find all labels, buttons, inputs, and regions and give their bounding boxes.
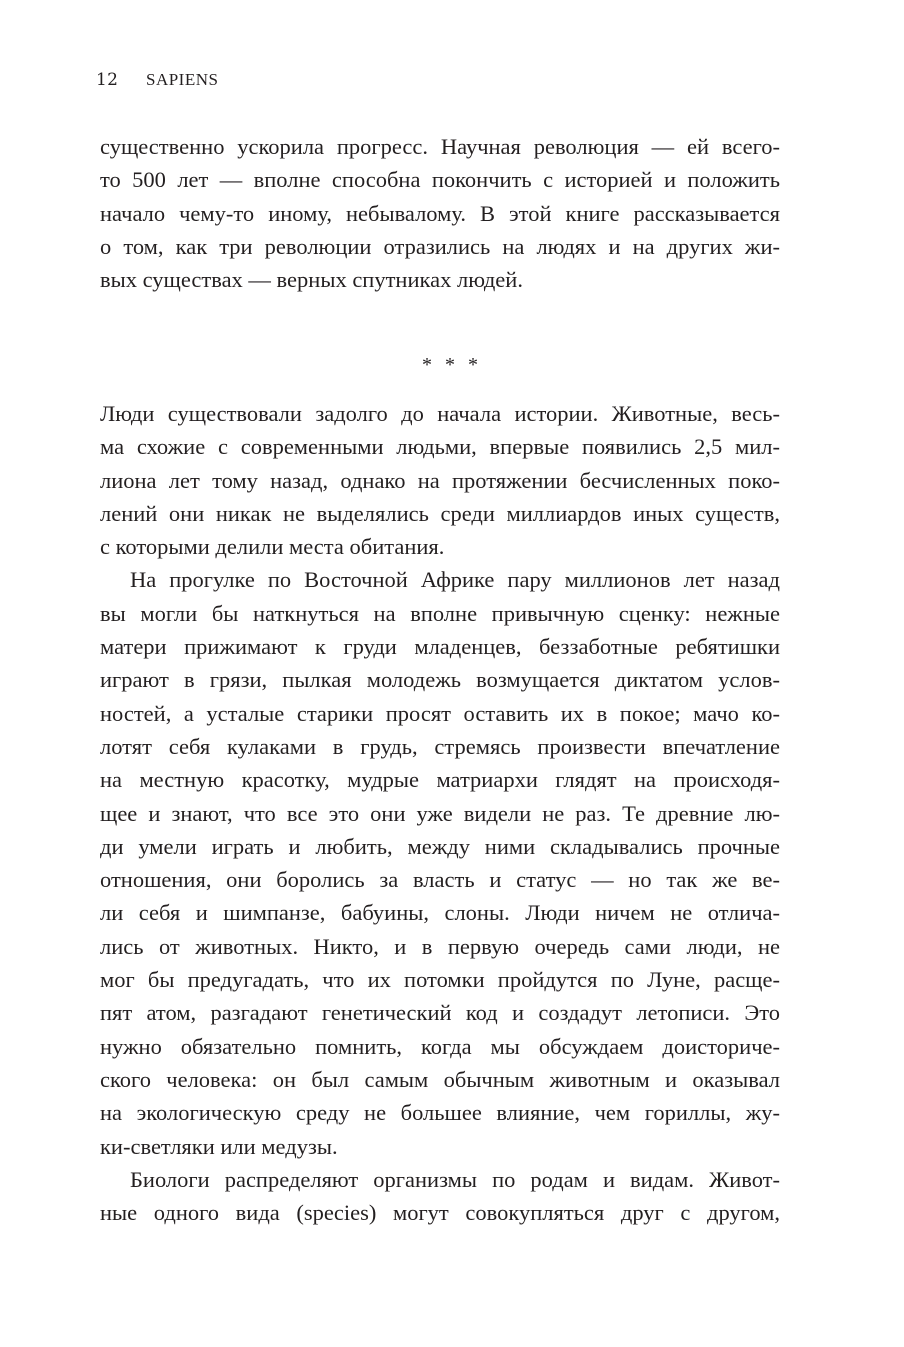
text-line: вых существах — верных спутниках людей. [100, 267, 523, 293]
text-line: матери прижимают к груди младенцев, беззаботные ребятишки [100, 634, 780, 660]
page-number: 12 [96, 70, 119, 90]
text-line: ского человека: он был самым обычным животным и оказывал [100, 1066, 780, 1092]
text-line: лись от животных. Никто, и в первую очередь сами люди, не [100, 933, 780, 959]
text-block-main [100, 397, 780, 1229]
text-line: Биологи распределяют организмы по родам и видам. Живот- [130, 1166, 780, 1192]
text-line: отношения, они боролись за власть и статус — но так же ве- [100, 867, 780, 893]
text-line: с которыми делили места обитания. [100, 534, 445, 560]
text-line: вы могли бы наткнуться на вполне привычную сценку: нежные [100, 600, 780, 626]
text-line: ные одного вида (species) могут совокупляться друг с другом, [100, 1200, 780, 1226]
paragraph [100, 130, 780, 296]
text-line: то 500 лет — вполне способна покончить с историей и положить [100, 167, 780, 193]
text-block-top [100, 130, 780, 296]
text-line: лотят себя кулаками в грудь, стремясь произвести впечатление [100, 733, 780, 759]
text-line: ли себя и шимпанзе, бабуины, слоны. Люди ничем не отлича- [100, 900, 780, 926]
text-line: ностей, а усталые старики просят оставить их в покое; мачо ко- [100, 700, 780, 726]
text-line: лиона лет тому назад, однако на протяжении бесчисленных поко- [100, 467, 780, 493]
book-title: SAPIENS [146, 70, 219, 89]
text-line: На прогулке по Восточной Африке пару миллионов лет назад [130, 567, 780, 593]
text-line: на местную красотку, мудрые матриархи глядят на происходя- [100, 767, 780, 793]
text-line: мог бы предугадать, что их потомки пройдутся по Луне, расще- [100, 967, 780, 993]
text-line: на экологическую среду не большее влияние, чем гориллы, жу- [100, 1100, 780, 1126]
text-line: щее и знают, что все это они уже видели не раз. Те древние лю- [100, 800, 780, 826]
text-line: пят атом, разгадают генетический код и создадут летописи. Это [100, 1000, 780, 1026]
text-line: начало чему-то иному, небывалому. В этой книге рассказывается [100, 200, 780, 226]
text-line: Люди существовали задолго до начала истории. Животные, весь- [100, 401, 780, 426]
text-line: ма схожие с современными людьми, впервые появились 2,5 мил- [100, 434, 780, 460]
text-line: лений они никак не выделялись среди миллиардов иных существ, [100, 500, 780, 526]
paragraph [100, 397, 780, 563]
text-line: играют в грязи, пылкая молодежь возмущается диктатом услов- [100, 667, 780, 693]
paragraph [100, 1163, 780, 1230]
running-head [96, 66, 218, 94]
text-line: ки-светляки или медузы. [100, 1133, 338, 1159]
text-line: нужно обязательно помнить, когда мы обсуждаем доисториче- [100, 1033, 780, 1059]
text-line: ди умели играть и любить, между ними складывались прочные [100, 833, 780, 859]
section-separator: * * * [422, 354, 482, 376]
text-line: существенно ускорила прогресс. Научная революция — ей всего- [100, 134, 780, 159]
text-line: о том, как три революции отразились на людях и на других жи- [100, 233, 780, 259]
paragraph [100, 563, 780, 1162]
